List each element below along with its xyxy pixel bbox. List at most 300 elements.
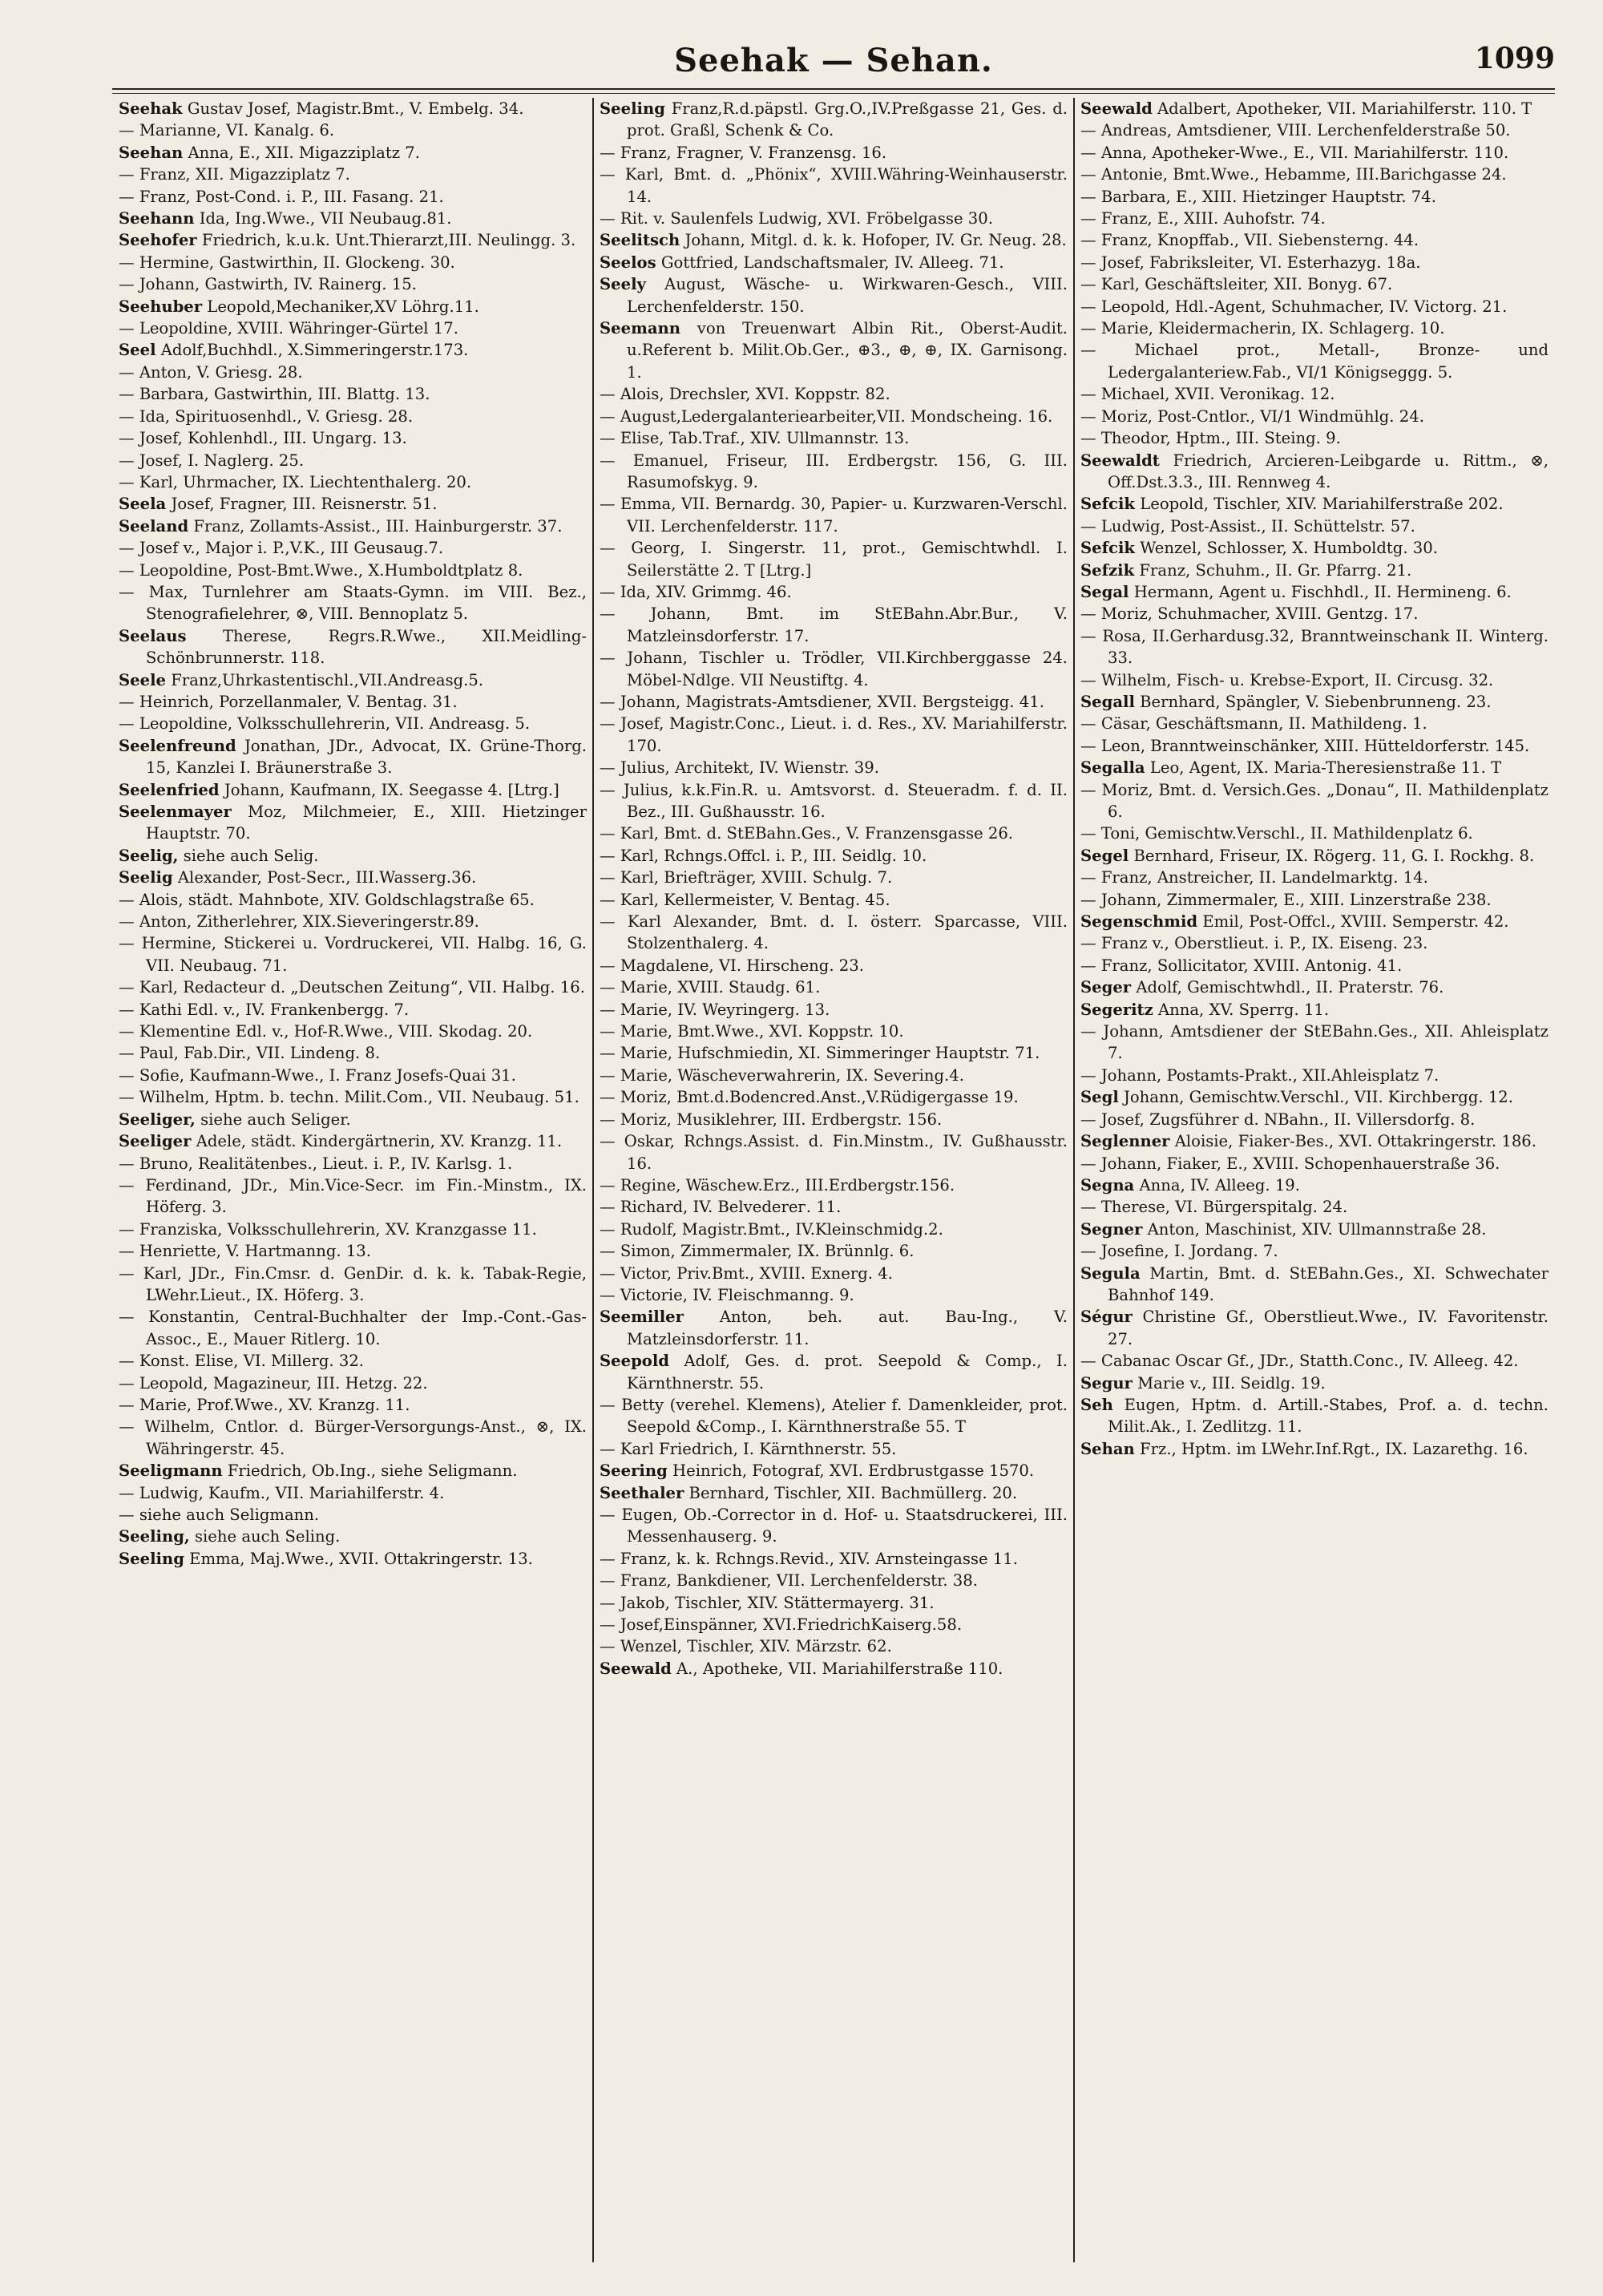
directory-entry: [119, 691, 587, 713]
directory-entry: [119, 1394, 587, 1416]
directory-entry: [600, 779, 1068, 823]
directory-entry: [600, 1109, 1068, 1130]
entry-details: Bernhard, Tischler, XII. Bachmüllerg. 20.: [684, 1483, 1018, 1502]
directory-entry: [600, 1130, 1068, 1174]
directory-entry: [1080, 955, 1548, 976]
entry-details: — Josef, Kohlenhdl., III. Ungarg. 13.: [119, 429, 407, 448]
directory-entry: [600, 98, 1068, 142]
entry-details: — Moriz, Post-Cntlor., VI/1 Windmühlg. 24.: [1080, 406, 1424, 426]
entry-details: — Victor, Priv.Bmt., XVIII. Exnerg. 4.: [600, 1263, 893, 1283]
directory-entry: [1080, 515, 1548, 537]
entry-details: Alexander, Post-Secr., III.Wasserg.36.: [172, 868, 477, 887]
entry-surname: Seelenfreund: [119, 736, 236, 755]
entry-details: — Josefine, I. Jordang. 7.: [1080, 1242, 1278, 1261]
directory-entry: [1080, 142, 1548, 164]
entry-details: — Karl, Rchngs.Offcl. i. P., III. Seidlg. 10.: [600, 846, 927, 865]
entry-details: — Josef, Fabriksleiter, VI. Esterhazyg. 18a.: [1080, 253, 1421, 272]
entry-details: Bernhard, Spängler, V. Siebenbrunneng. 23.: [1134, 692, 1492, 711]
entry-surname: Seeling,: [119, 1527, 190, 1546]
entry-surname: Seeland: [119, 516, 189, 536]
entry-details: — Ferdinand, JDr., Min.Vice-Secr. im Fin.-Minstm., IX. Höferg. 3.: [119, 1175, 587, 1217]
directory-entry: [1080, 1109, 1548, 1130]
directory-entry: [119, 1306, 587, 1350]
entry-surname: Segenschmid: [1080, 912, 1198, 932]
directory-entry: [1080, 317, 1548, 339]
entry-details: — Franziska, Volksschullehrerin, XV. Kranzgasse 11.: [119, 1219, 537, 1239]
directory-entry: [600, 1482, 1068, 1504]
entry-details: Johann, Mitgl. d. k. k. Hofoper, IV. Gr. Neug. 28.: [680, 231, 1067, 250]
directory-entry: [119, 1526, 587, 1547]
entry-details: — Leopoldine, XVIII. Währinger-Gürtel 17.: [119, 319, 458, 338]
directory-entry: [1080, 339, 1548, 383]
entry-details: Franz,R.d.päpstl. Grg.O.,IV.Preßgasse 21, Ges. d. prot. Graßl, Schenk & Co.: [627, 99, 1068, 140]
directory-entry: [600, 823, 1068, 844]
entry-details: — Josef, I. Naglerg. 25.: [119, 451, 305, 470]
directory-entry: [600, 1394, 1068, 1438]
entry-surname: Segeritz: [1080, 1000, 1153, 1019]
entry-details: Adolf,Buchhdl., X.Simmeringerstr.173.: [155, 341, 469, 360]
directory-entry: [119, 1482, 587, 1504]
entry-details: Friedrich, Ob.Ing., siehe Seligmann.: [222, 1461, 518, 1481]
entry-details: Anna, IV. Alleeg. 19.: [1134, 1175, 1300, 1194]
column-middle: [593, 98, 1074, 2262]
directory-entry: [1080, 1372, 1548, 1394]
directory-entry: [119, 1504, 587, 1526]
directory-entry: [600, 1284, 1068, 1306]
entry-surname: Seelaus: [119, 626, 187, 645]
entry-surname: Seh: [1080, 1395, 1113, 1414]
entry-surname: Seemiller: [600, 1308, 684, 1327]
entry-details: — Michael prot., Metall-, Bronze- und Ledergalanteriew.Fab., VI/1 Königseggg. 5.: [1080, 341, 1548, 382]
entry-details: Frz., Hptm. im LWehr.Inf.Rgt., IX. Lazarethg. 16.: [1134, 1439, 1528, 1458]
entry-surname: Seemann: [600, 319, 681, 338]
entry-details: siehe auch Seling.: [189, 1527, 341, 1546]
entry-surname: Seelitsch: [600, 231, 680, 250]
directory-entry: [600, 1504, 1068, 1548]
directory-entry: [1080, 889, 1548, 911]
entry-details: — Marie, Kleidermacherin, IX. Schlagerg. 10.: [1080, 319, 1445, 338]
directory-entry: [1080, 406, 1548, 427]
directory-entry: [1080, 186, 1548, 208]
directory-entry: [600, 647, 1068, 691]
entry-details: — Leopold, Magazineur, III. Hetzg. 22.: [119, 1373, 428, 1393]
entry-surname: Segner: [1080, 1219, 1143, 1239]
entry-details: — Karl, Briefträger, XVIII. Schulg. 7.: [600, 868, 893, 887]
directory-entry: [119, 98, 587, 119]
entry-details: Jonathan, JDr., Advocat, IX. Grüne-Thorg. 15, Kanzlei I. Bräunerstraße 3.: [146, 736, 587, 778]
entry-surname: Seeliger,: [119, 1110, 196, 1129]
entry-details: — Toni, Gemischtw.Verschl., II. Mathildenplatz 6.: [1080, 824, 1473, 843]
entry-details: Leopold, Tischler, XIV. Mariahilferstraße 202.: [1135, 495, 1504, 514]
directory-entry: [600, 1658, 1068, 1680]
entry-details: Adolf, Gemischtwhdl., II. Praterstr. 76.: [1131, 978, 1444, 997]
directory-entry: [119, 1109, 587, 1130]
directory-entry: [119, 1086, 587, 1108]
directory-entry: [600, 450, 1068, 494]
entry-details: — Wilhelm, Hptm. b. techn. Milit.Com., VII. Neubaug. 51.: [119, 1088, 579, 1107]
directory-entry: [119, 911, 587, 932]
directory-entry: [1080, 1130, 1548, 1152]
entry-details: Gustav Josef, Magistr.Bmt., V. Embelg. 34.: [182, 99, 524, 118]
entry-surname: Seehofer: [119, 231, 197, 250]
directory-entry: [600, 889, 1068, 911]
directory-entry: [600, 757, 1068, 778]
entry-details: Adolf, Ges. d. prot. Seepold & Comp., I. Kärnthnerstr. 55.: [627, 1352, 1068, 1393]
directory-entry: [119, 889, 587, 911]
directory-entry: [600, 691, 1068, 713]
entry-details: Emma, Maj.Wwe., XVII. Ottakringerstr. 13.: [184, 1549, 533, 1568]
entry-details: Leo, Agent, IX. Maria-Theresienstraße 11. T: [1145, 758, 1502, 778]
directory-entry: [600, 1086, 1068, 1108]
entry-details: — Johann, Magistrats-Amtsdiener, XVII. Bergsteigg. 41.: [600, 692, 1044, 711]
entry-details: — Josef v., Major i. P.,V.K., III Geusaug.7.: [119, 539, 444, 558]
entry-details: — Alois, städt. Mahnbote, XIV. Goldschlagstraße 65.: [119, 890, 535, 909]
directory-entry: [119, 1130, 587, 1152]
entry-details: — Moriz, Musiklehrer, III. Erdbergstr. 156.: [600, 1110, 943, 1129]
directory-entry: [1080, 560, 1548, 581]
directory-entry: [600, 603, 1068, 647]
entry-details: — Rosa, II.Gerhardusg.32, Branntweinschank II. Winterg. 33.: [1080, 626, 1548, 668]
entry-details: — Marie, Prof.Wwe., XV. Kranzg. 11.: [119, 1395, 410, 1414]
entry-details: — Karl, Kellermeister, V. Bentag. 45.: [600, 890, 890, 909]
entry-details: — Theodor, Hptm., III. Steing. 9.: [1080, 429, 1341, 448]
entry-surname: Seglenner: [1080, 1132, 1170, 1151]
entry-surname: Sefcik: [1080, 495, 1135, 514]
directory-entry: [600, 581, 1068, 603]
directory-entry: [1080, 537, 1548, 559]
directory-entry: [119, 1263, 587, 1307]
entry-details: Wenzel, Schlosser, X. Humboldtg. 30.: [1135, 539, 1438, 558]
entry-details: A., Apotheke, VII. Mariahilferstraße 110.: [671, 1659, 1003, 1678]
entry-details: — Moriz, Schuhmacher, XVIII. Gentzg. 17.: [1080, 604, 1419, 624]
directory-entry: [600, 1635, 1068, 1657]
entry-details: — Marianne, VI. Kanalg. 6.: [119, 121, 335, 140]
directory-entry: [119, 976, 587, 998]
directory-entry: [119, 383, 587, 405]
directory-entry: [600, 383, 1068, 405]
directory-entry: [119, 471, 587, 493]
entry-details: — siehe auch Seligmann.: [119, 1506, 320, 1524]
entry-surname: Seehak: [119, 99, 183, 118]
directory-entry: [600, 1065, 1068, 1086]
entry-details: Christine Gf., Oberstlieut.Wwe., IV. Favoritenstr. 27.: [1108, 1308, 1548, 1348]
directory-entry: [600, 142, 1068, 164]
entry-surname: Seewald: [600, 1659, 672, 1678]
directory-entry: [600, 208, 1068, 229]
entry-details: — Wilhelm, Fisch- u. Krebse-Export, II. Circusg. 32.: [1080, 670, 1494, 689]
entry-details: — Johann, Zimmermaler, E., XIII. Linzerstraße 238.: [1080, 890, 1492, 909]
directory-entry: [119, 581, 587, 625]
directory-entry: [119, 1042, 587, 1064]
directory-entry: [119, 273, 587, 295]
entry-details: Anton, Maschinist, XIV. Ullmannstraße 28.: [1142, 1219, 1487, 1239]
directory-entry: [1080, 98, 1548, 119]
directory-entry: [119, 560, 587, 581]
directory-entry: [119, 735, 587, 779]
directory-entry: [1080, 1021, 1548, 1065]
entry-details: Eugen, Hptm. d. Artill.-Stabes, Prof. a. d. techn. Milit.Ak., I. Zedlitzg. 11.: [1108, 1395, 1548, 1437]
directory-entry: [1080, 1394, 1548, 1438]
entry-details: Johann, Gemischtw.Verschl., VII. Kirchbergg. 12.: [1118, 1088, 1513, 1107]
entry-surname: Seewaldt: [1080, 451, 1160, 470]
directory-entry: [119, 142, 587, 164]
directory-entry: [1080, 932, 1548, 954]
directory-entry: [1080, 229, 1548, 251]
entry-surname: Seela: [119, 495, 167, 514]
entry-details: — Julius, Architekt, IV. Wienstr. 39.: [600, 758, 879, 778]
directory-entry: [119, 999, 587, 1021]
entry-details: Franz, Schuhm., II. Gr. Pfarrg. 21.: [1134, 560, 1412, 580]
entry-details: — Emanuel, Friseur, III. Erdbergstr. 156, G. III. Rasumofskyg. 9.: [600, 451, 1068, 491]
page-number: 1099: [1474, 42, 1555, 75]
directory-entry: [600, 1174, 1068, 1196]
directory-entry: [1080, 1240, 1548, 1262]
entry-details: — Wilhelm, Cntlor. d. Bürger-Versorgungs-Anst., ⊗, IX. Währingerstr. 45.: [119, 1417, 587, 1458]
entry-surname: Seethaler: [600, 1483, 684, 1502]
entry-details: — Karl Alexander, Bmt. d. I. österr. Sparcasse, VIII. Stolzenthalerg. 4.: [600, 912, 1068, 953]
entry-surname: Sefzik: [1080, 560, 1135, 580]
directory-entry: [600, 1614, 1068, 1635]
entry-details: — Kathi Edl. v., IV. Frankenbergg. 7.: [119, 1000, 410, 1019]
directory-entry: [119, 932, 587, 976]
entry-details: — Josef,Einspänner, XVI.FriedrichKaiserg.58.: [600, 1615, 963, 1635]
entry-details: — Eugen, Ob.-Corrector in d. Hof- u. Staatsdruckerei, III. Messenhauserg. 9.: [600, 1506, 1068, 1546]
directory-entry: [1080, 999, 1548, 1021]
entry-details: — Emma, VII. Bernardg. 30, Papier- u. Kurzwaren-Verschl. VII. Lerchenfelderstr. 117.: [600, 495, 1068, 536]
entry-details: — Franz v., Oberstlieut. i. P., IX. Eiseng. 23.: [1080, 934, 1428, 953]
directory-entry: [1080, 1174, 1548, 1196]
directory-entry: [1080, 1263, 1548, 1307]
directory-entry: [119, 252, 587, 273]
directory-entry: [119, 186, 587, 208]
directory-entry: [600, 1592, 1068, 1614]
entry-details: Adele, städt. Kindergärtnerin, XV. Kranzg. 11.: [191, 1132, 563, 1151]
directory-entry: [600, 1548, 1068, 1570]
directory-entry: [600, 427, 1068, 449]
entry-details: August, Wäsche- u. Wirkwaren-Gesch., VIII. Lerchenfelderstr. 150.: [627, 275, 1068, 316]
entry-details: — Barbara, Gastwirthin, III. Blattg. 13.: [119, 385, 430, 404]
directory-entry: [600, 164, 1068, 208]
entry-details: — Barbara, E., XIII. Hietzinger Hauptstr. 74.: [1080, 187, 1436, 206]
directory-entry: [119, 493, 587, 515]
entry-details: — Heinrich, Porzellanmaler, V. Bentag. 31.: [119, 692, 458, 711]
entry-surname: Seely: [600, 275, 646, 294]
entry-surname: Segur: [1080, 1373, 1133, 1393]
entry-details: — Antonie, Bmt.Wwe., Hebamme, III.Barichgasse 24.: [1080, 165, 1507, 184]
entry-details: — Konst. Elise, VI. Millerg. 32.: [119, 1352, 365, 1371]
directory-entry: [600, 976, 1068, 998]
entry-surname: Seelig,: [119, 846, 179, 865]
directory-entry: [600, 1306, 1068, 1350]
directory-entry: [1080, 669, 1548, 691]
entry-details: — Franz, XII. Migazziplatz 7.: [119, 165, 350, 184]
directory-entry: [600, 273, 1068, 317]
entry-surname: Seepold: [600, 1352, 669, 1371]
directory-entry: [1080, 427, 1548, 449]
directory-entry: [119, 339, 587, 361]
entry-details: — Anna, Apotheker-Wwe., E., VII. Mariahilferstr. 110.: [1080, 143, 1509, 162]
directory-entry: [1080, 735, 1548, 757]
entry-details: — Marie, Bmt.Wwe., XVI. Koppstr. 10.: [600, 1022, 904, 1041]
entry-surname: Seele: [119, 670, 166, 689]
directory-entry: [119, 1548, 587, 1570]
entry-details: — Magdalene, VI. Hirscheng. 23.: [600, 956, 864, 975]
entry-details: — Johann, Bmt. im StEBahn.Abr.Bur., V. Matzleinsdorferstr. 17.: [600, 604, 1068, 645]
directory-entry: [119, 229, 587, 251]
directory-entry: [1080, 779, 1548, 823]
entry-surname: Segel: [1080, 846, 1129, 865]
entry-details: — Rudolf, Magistr.Bmt., IV.Kleinschmidg.2.: [600, 1219, 943, 1239]
directory-entry: [119, 669, 587, 691]
entry-details: Ida, Ing.Wwe., VII Neubaug.81.: [194, 209, 452, 228]
entry-surname: Seehan: [119, 143, 184, 162]
entry-details: — Ludwig, Post-Assist., II. Schüttelstr. 57.: [1080, 516, 1415, 536]
entry-surname: Seelenfried: [119, 780, 220, 799]
entry-details: — Konstantin, Central-Buchhalter der Imp.-Cont.-Gas-Assoc., E., Mauer Ritlerg. 10.: [119, 1308, 587, 1348]
column-right: [1074, 98, 1555, 2262]
header-rule: [112, 88, 1555, 94]
directory-entry: [119, 164, 587, 185]
entry-details: Josef, Fragner, III. Reisnerstr. 51.: [166, 495, 438, 514]
entry-details: — Marie, XVIII. Staudg. 61.: [600, 978, 821, 997]
entry-details: — Henriette, V. Hartmanng. 13.: [119, 1242, 372, 1261]
entry-surname: Seel: [119, 341, 156, 360]
entry-surname: Segna: [1080, 1175, 1135, 1194]
directory-entry: [600, 406, 1068, 427]
entry-details: — Johann, Gastwirth, IV. Rainerg. 15.: [119, 275, 417, 294]
directory-entry: [600, 317, 1068, 383]
entry-details: — Ida, Spirituosenhdl., V. Griesg. 28.: [119, 406, 414, 426]
entry-details: — Paul, Fab.Dir., VII. Lindeng. 8.: [119, 1044, 381, 1063]
entry-details: — Karl, Uhrmacher, IX. Liechtenthalerg. 20.: [119, 472, 472, 491]
directory-entry: [1080, 1350, 1548, 1372]
entry-details: — Anton, V. Griesg. 28.: [119, 362, 303, 382]
directory-entry: [119, 515, 587, 537]
entry-surname: Seelig: [119, 868, 173, 887]
directory-entry: [1080, 252, 1548, 273]
entry-details: — Franz, E., XIII. Auhofstr. 74.: [1080, 209, 1326, 228]
entry-details: Emil, Post-Offcl., XVIII. Semperstr. 42.: [1197, 912, 1509, 932]
entry-details: Friedrich, Arcieren-Leibgarde u. Rittm., ⊗, Off.Dst.3.3., III. Rennweg 4.: [1108, 451, 1548, 491]
entry-details: — Therese, VI. Bürgerspitalg. 24.: [1080, 1198, 1348, 1217]
directory-entry: [1080, 119, 1548, 141]
directory-entry: [119, 779, 587, 801]
entry-surname: Segalla: [1080, 758, 1145, 778]
entry-surname: Segal: [1080, 582, 1129, 601]
entry-details: — Johann, Tischler u. Trödler, VII.Kirchberggasse 24. Möbel-Ndlge. VII Neustiftg. 4.: [600, 649, 1068, 689]
entry-details: — Leopoldine, Volksschullehrerin, VII. Andreasg. 5.: [119, 714, 531, 734]
directory-entry: [600, 1263, 1068, 1284]
directory-entry: [1080, 911, 1548, 932]
directory-entry: [600, 1460, 1068, 1481]
directory-entry: [119, 1021, 587, 1042]
entry-details: — Cabanac Oscar Gf., JDr., Statth.Conc., IV. Alleeg. 42.: [1080, 1352, 1519, 1371]
entry-details: — Hermine, Stickerei u. Vordruckerei, VII. Halbg. 16, G. VII. Neubaug. 71.: [119, 934, 587, 975]
directory-entry: [1080, 713, 1548, 734]
entry-details: — Franz, Bankdiener, VII. Lerchenfelderstr. 38.: [600, 1571, 978, 1591]
entry-surname: Segall: [1080, 692, 1135, 711]
entry-surname: Seger: [1080, 978, 1132, 997]
page-header: [112, 42, 1555, 82]
entry-surname: Seeling: [119, 1549, 184, 1568]
entry-details: — Franz, k. k. Rchngs.Revid., XIV. Arnsteingasse 11.: [600, 1549, 1018, 1568]
directory-entry: [600, 1438, 1068, 1460]
entry-surname: Segula: [1080, 1263, 1141, 1283]
entry-details: — Cäsar, Geschäftsmann, II. Mathildeng. 1.: [1080, 714, 1427, 734]
entry-surname: Seering: [600, 1461, 668, 1481]
directory-entry: [600, 867, 1068, 888]
entry-details: — Karl Friedrich, I. Kärnthnerstr. 55.: [600, 1439, 897, 1458]
directory-entry: [1080, 1306, 1548, 1350]
directory-entry: [1080, 845, 1548, 867]
entry-details: — Franz, Post-Cond. i. P., III. Fasang. 21.: [119, 187, 444, 206]
entry-details: — Elise, Tab.Traf., XIV. Ullmannstr. 13.: [600, 429, 910, 448]
directory-entry: [119, 208, 587, 229]
entry-details: Adalbert, Apotheker, VII. Mariahilferstr. 110. T: [1152, 99, 1532, 118]
entry-details: — Sofie, Kaufmann-Wwe., I. Franz Josefs-Quai 31.: [119, 1065, 516, 1085]
directory-entry: [119, 1416, 587, 1460]
directory-entry: [600, 1196, 1068, 1218]
directory-entry: [600, 1021, 1068, 1042]
directory-entry: [119, 1153, 587, 1174]
entry-details: — Josef, Zugsführer d. NBahn., II. Villersdorfg. 8.: [1080, 1110, 1476, 1129]
entry-details: — Karl, Bmt. d. StEBahn.Ges., V. Franzensgasse 26.: [600, 824, 1014, 843]
directory-entry: [119, 406, 587, 427]
entry-details: — Leopold, Hdl.-Agent, Schuhmacher, IV. Victorg. 21.: [1080, 297, 1508, 316]
directory-entry: [119, 1174, 587, 1219]
directory-entry: [1080, 867, 1548, 888]
entry-details: Anna, E., XII. Migazziplatz 7.: [183, 143, 420, 162]
entry-surname: Segl: [1080, 1088, 1119, 1107]
directory-entry: [119, 1460, 587, 1481]
entry-details: — Marie, Wäscheverwahrerin, IX. Severing.4.: [600, 1065, 964, 1085]
directory-entry: [119, 1372, 587, 1394]
entry-details: Friedrich, k.u.k. Unt.Thierarzt,III. Neulingg. 3.: [196, 231, 576, 250]
directory-entry: [119, 119, 587, 141]
entry-surname: Seehuber: [119, 297, 203, 316]
directory-entry: [1080, 273, 1548, 295]
directory-entry: [600, 1240, 1068, 1262]
entry-details: — Karl, Geschäftsleiter, XII. Bonyg. 67.: [1080, 275, 1393, 294]
directory-entry: [119, 362, 587, 383]
entry-details: Bernhard, Friseur, IX. Rögerg. 11, G. I. Rockhg. 8.: [1129, 846, 1535, 865]
entry-details: Moz, Milchmeier, E., XIII. Hietzinger Hauptstr. 70.: [146, 802, 587, 843]
directory-entry: [1080, 625, 1548, 669]
directory-entry: [1080, 164, 1548, 185]
entry-details: — Julius, k.k.Fin.R. u. Amtsvorst. d. Steueradm. f. d. II. Bez., III. Gußhausstr. 16.: [600, 780, 1068, 821]
directory-entry: [119, 1350, 587, 1372]
entry-details: — Anton, Zitherlehrer, XIX.Sieveringerstr.89.: [119, 912, 479, 932]
entry-details: siehe auch Seliger.: [195, 1110, 351, 1129]
entry-details: — Leopoldine, Post-Bmt.Wwe., X.Humboldtplatz 8.: [119, 560, 523, 580]
entry-details: Franz,Uhrkastentischl.,VII.Andreasg.5.: [166, 670, 484, 689]
directory-entry: [119, 625, 587, 669]
directory-entry: [600, 999, 1068, 1021]
entry-details: — Richard, IV. Belvederег. 11.: [600, 1198, 842, 1217]
entry-details: — Hermine, Gastwirthin, II. Glockeng. 30.: [119, 253, 455, 272]
directory-entry: [600, 252, 1068, 273]
directory-entry: [1080, 493, 1548, 515]
page-title: Seehak — Sehan.: [674, 42, 993, 79]
entry-details: — Karl, Redacteur d. „Deutschen Zeitung“, VII. Halbg. 16.: [119, 978, 585, 997]
entry-details: — Moriz, Bmt.d.Bodencred.Anst.,V.Rüdigergasse 19.: [600, 1088, 1019, 1107]
entry-details: — Ida, XIV. Grimmg. 46.: [600, 582, 792, 601]
entry-details: — Klementine Edl. v., Hof-R.Wwe., VIII. Skodag. 20.: [119, 1022, 533, 1041]
entry-surname: Seelos: [600, 253, 656, 272]
entry-details: — Regine, Wäschew.Erz., III.Erdbergstr.156.: [600, 1175, 955, 1194]
directory-entry: [1080, 1065, 1548, 1086]
directory-entry: [119, 450, 587, 471]
